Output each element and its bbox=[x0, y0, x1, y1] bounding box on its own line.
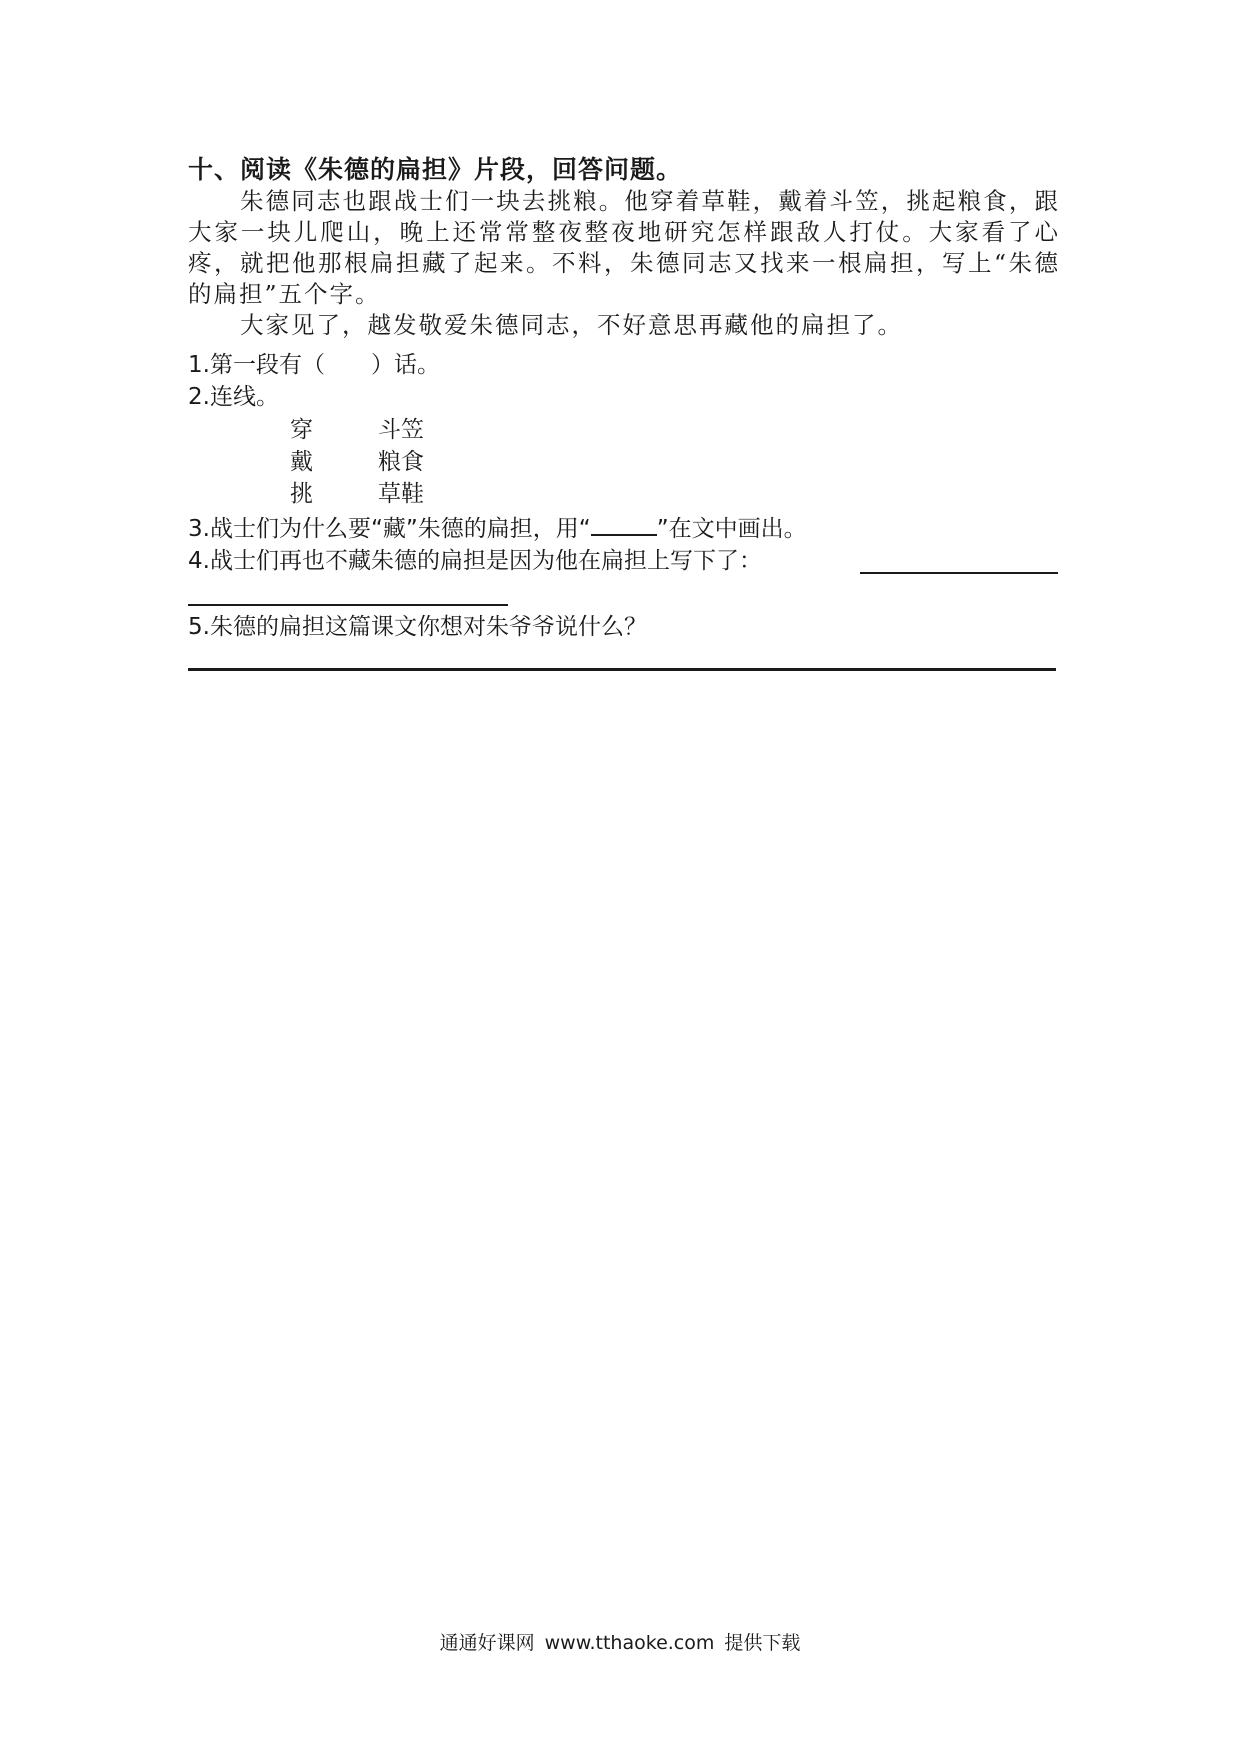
matching-noun[interactable]: 粮食 bbox=[378, 449, 424, 475]
section-title: 十、阅读《朱德的扁担》片段，回答问题。 bbox=[188, 155, 683, 184]
question-4-answer-line[interactable] bbox=[860, 572, 1058, 574]
question-3-prefix: 3.战士们为什么要“藏”朱德的扁担，用“ bbox=[188, 516, 591, 542]
matching-noun[interactable]: 草鞋 bbox=[378, 481, 424, 507]
footer-credit: 通通好课网 www.tthaoke.com 提供下载 bbox=[439, 1632, 801, 1654]
question-2: 2.连线。 bbox=[188, 384, 279, 410]
underline-sample-mark bbox=[591, 514, 657, 536]
question-5-answer-line[interactable] bbox=[188, 668, 1056, 671]
question-1-prefix: 1.第一段有（ bbox=[188, 352, 325, 378]
matching-verb[interactable]: 挑 bbox=[290, 481, 313, 507]
matching-row bbox=[290, 414, 498, 446]
question-5: 5.朱德的扁担这篇课文你想对朱爷爷说什么？ bbox=[188, 614, 647, 640]
reading-passage bbox=[188, 186, 1060, 341]
matching-row bbox=[290, 446, 498, 478]
question-3 bbox=[188, 514, 807, 544]
passage-paragraph-2: 大家见了，越发敬爱朱德同志，不好意思再藏他的扁担了。 bbox=[240, 311, 903, 339]
matching-verb[interactable]: 戴 bbox=[290, 449, 313, 475]
question-4-answer-line-continued[interactable] bbox=[188, 604, 508, 606]
question-4: 4.战士们再也不藏朱德的扁担是因为他在扁担上写下了： bbox=[188, 548, 762, 574]
question-1-suffix: ）话。 bbox=[370, 352, 440, 378]
matching-row bbox=[290, 478, 498, 510]
matching-exercise bbox=[290, 414, 498, 510]
matching-verb[interactable]: 穿 bbox=[290, 417, 313, 443]
matching-noun[interactable]: 斗笠 bbox=[378, 417, 424, 443]
question-1 bbox=[188, 350, 440, 380]
question-3-suffix: ”在文中画出。 bbox=[656, 516, 807, 542]
passage-paragraph-1: 朱德同志也跟战士们一块去挑粮。他穿着草鞋，戴着斗笠，挑起粮食，跟大家一块儿爬山，晚上还常常整夜整夜地研究怎样跟敌人打仗。大家看了心疼，就把他那根扁担藏了起来。不料，朱德同志又找来一根扁担，写上“朱德的扁担”五个字。 bbox=[188, 187, 1060, 308]
